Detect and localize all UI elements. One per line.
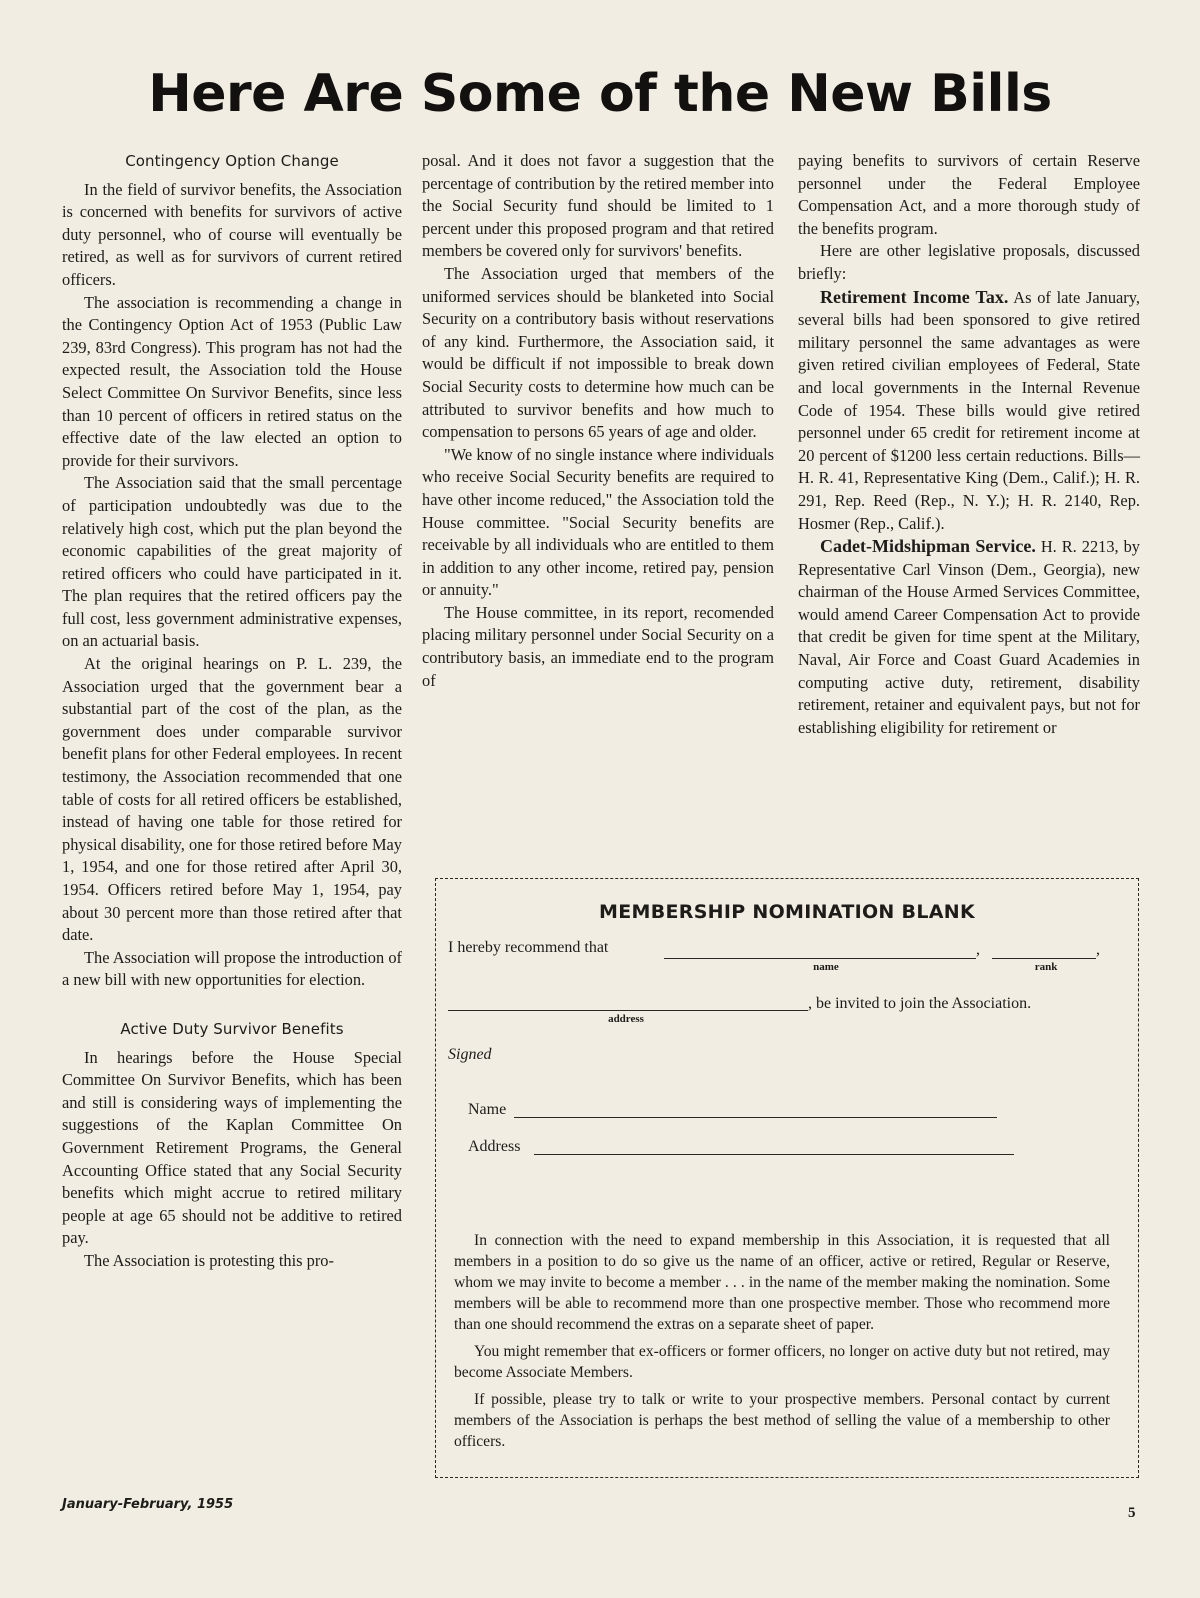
paragraph: If possible, please try to talk or write to your prospective members. Personal contact by current members of the Association is perhaps the best method of selling the value of a membership to other officers. [454,1391,1110,1450]
nominee-name-field[interactable] [664,958,976,959]
address-caption: address [608,1013,644,1025]
paragraph: In connection with the need to expand membership in this Association, it is requested that all members in a position to do so give us the name of an officer, active or retired, Regular or Reserve, whom we may invite to become a member . . . in the name of the member making the nomination. Some members will be able to recommend more than one prospective member. Those who recommend more than one should recommend the extras on a separate sheet of paper. [454,1232,1110,1333]
page-number: 5 [1128,1505,1136,1521]
signed-label: Signed [448,1046,492,1063]
paragraph-text: As of late January, several bills had been sponsored to give retired military personnel the same advantages as were given retired civilian employees of Federal, State and local governments in the Internal Revenue Code of 1954. These bills would give retired personnel under 65 credit for retirement income at 20 percent of $1200 less certain reductions. Bills—H. R. 41, Representative King (Dem., Calif.); H. R. 291, Rep. Reed (Rep., N. Y.); H. R. 2140, Rep. Hosmer (Rep., Calif.). [798,287,1140,533]
rank-caption: rank [1034,961,1058,973]
paragraph: "We know of no single instance where individuals who receive Social Security benefits are required to have other income reduced," the Association told the House committee. "Social Security benefits are receivable by all individuals who are entitled to them in addition to any other income, retired pay, pension or annuity." [422,444,774,600]
nominee-rank-field[interactable] [992,958,1096,959]
member-name-label: Name [468,1101,507,1118]
form-instructions [454,1230,1110,1458]
name-caption: name [813,961,839,973]
paragraph: In the field of survivor benefits, the Association is concerned with benefits for survivors of active duty personnel, who of course will eventually be retired, as well as for survivors of current retired officers. [62,179,402,289]
paragraph: The Association will propose the introduction of a new bill with new opportunities for election. [62,947,402,990]
member-name-field[interactable] [514,1117,997,1118]
member-address-field[interactable] [534,1154,1014,1155]
paragraph: The Association urged that members of the uniformed services should be blanketed into Social Security on a contributory basis without reservations of any kind. Furthermore, the Association said, it would be difficult if not impossible to break down Social Security costs to determine how much can be attributed to survivor benefits and how much to compensation to persons 65 years of age and older. [422,263,774,442]
paragraph: You might remember that ex-officers or former officers, no longer on active duty but not retired, may become Associate Members. [454,1343,1110,1381]
runin-heading: Retirement Income Tax. [820,286,1009,307]
comma: , [976,941,980,958]
subhead-contingency-option: Contingency Option Change [125,152,339,170]
paragraph: Here are other legislative proposals, discussed briefly: [798,241,1140,283]
paragraph: paying benefits to survivors of certain Reserve personnel under the Federal Employee Compensation Act, and a more thorough study of the benefits program. [798,151,1140,238]
column-1 [62,150,402,1273]
issue-date: January-February, 1955 [62,1497,234,1512]
runin-heading: Cadet-Midshipman Service. [820,536,1036,557]
paragraph: The association is recommending a change in the Contingency Option Act of 1953 (Public Law 239, 83rd Congress). This program has not had the expected result, the Association told the House Select Committee On Survivor Benefits, since less than 10 percent of officers in retired status on the effective date of the law elected an option to provide for their survivors. [62,292,402,470]
nominee-address-field[interactable] [448,1010,808,1011]
comma: , [1096,941,1100,958]
paragraph: The House committee, in its report, recomended placing military personnel under Social Security on a contributory basis, an immediate end to the program of [422,602,774,690]
column-3 [798,150,1140,739]
paragraph-text: H. R. 2213, by Representative Carl Vinson (Dem., Georgia), new chairman of the House Armed Services Committee, would amend Career Compensation Act to provide that credit be given for time spent at the Military, Naval, Air Force and Coast Guard Academies in computing active duty, retirement, disability retirement, retainer and equivalent pays, but not for establishing eligibility for retirement or [798,537,1140,737]
paragraph-cadet-midshipman [798,535,1140,739]
paragraph: posal. And it does not favor a suggestion that the percentage of contribution by the retired member into the Social Security fund should be limited to 1 percent under this proposed program and that retired members be covered only for survivors' benefits. [422,151,774,261]
recommend-label: I hereby recommend that [448,939,609,956]
paragraph: At the original hearings on P. L. 239, the Association urged that the government bear a substantial part of the cost of the plan, as the government does under comparable survivor benefit plans for other Federal employees. In recent testimony, the Association recommended that one table of costs for all retired officers be established, instead of having one table for those retired for physical disability, one for those retired before May 1, 1954, and one for those retired after April 30, 1954. Officers retired before May 1, 1954, pay about 30 percent more than those retired after that date. [62,654,402,945]
paragraph-retirement-income-tax [798,286,1140,536]
membership-nomination-blank [435,878,1139,1478]
column-2 [422,150,774,692]
page-headline: Here Are Some of the New Bills [148,64,1052,124]
paragraph: In hearings before the House Special Committee On Survivor Benefits, which has been and still is considering ways of implementing the suggestions of the Kaplan Committee On Government Retirement Programs, the General Accounting Office stated that any Social Security benefits which might accrue to retired military people at age 65 should not be additive to retired pay. [62,1047,402,1248]
subhead-active-duty-survivor: Active Duty Survivor Benefits [120,1019,344,1038]
form-title: MEMBERSHIP NOMINATION BLANK [599,901,975,923]
invite-text: , be invited to join the Association. [808,995,1032,1012]
paragraph: The Association is protesting this pro- [84,1250,334,1270]
paragraph: The Association said that the small percentage of participation undoubtedly was due to the relatively high cost, which put the plan beyond the economic capabilities of the great majority of retired officers who could have participated in it. The plan requires that the retired officers pay the full cost, less government administrative expenses, on an actuarial basis. [62,473,402,651]
member-address-label: Address [468,1138,521,1155]
